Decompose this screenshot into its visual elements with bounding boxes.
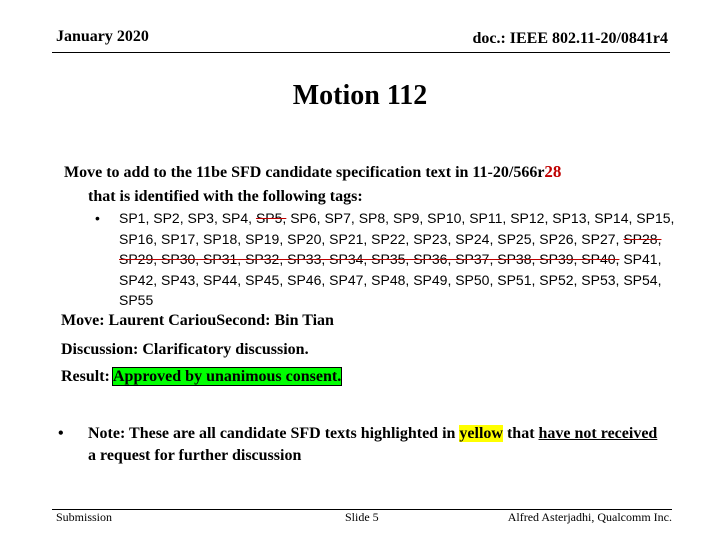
- sp-segment: SP6, SP7, SP8, SP9, SP10, SP11, SP12, SP13, SP14, SP15, SP16, SP17, SP18, SP19, SP20, SP21, SP22, SP23, SP24, SP25, SP26, SP27,: [119, 210, 675, 247]
- result-label: Result:: [61, 368, 113, 385]
- footer-author: Alfred Asterjadhi, Qualcomm Inc.: [507, 510, 672, 524]
- move-second-line: [61, 312, 334, 330]
- header-divider: [52, 52, 670, 53]
- note-seg: a request for further discussion: [88, 447, 302, 464]
- motion-line1: Move to add to the 11be SFD candidate specification text in 11-20/566r: [64, 164, 545, 181]
- seconder: Second: Bin Tian: [216, 312, 334, 329]
- footer-submission: Submission: [56, 510, 113, 524]
- note-body: [88, 423, 658, 467]
- note-text: [58, 423, 658, 467]
- header-doc-id: doc.: IEEE 802.11-20/0841r4: [472, 30, 668, 47]
- sp-segment-struck: SP28, SP29, SP30, SP31, SP32, SP33, SP34, SP35, SP36, SP37, SP38, SP39, SP40,: [119, 230, 662, 267]
- result-value: Approved by unanimous consent.: [113, 368, 342, 385]
- discussion-line: Discussion: Clarificatory discussion.: [61, 341, 309, 358]
- revision-number: 28: [544, 162, 562, 181]
- motion-line2: that is identified with the following tags:: [88, 188, 363, 205]
- note-seg: Note: These are all candidate SFD texts highlighted in: [88, 425, 460, 442]
- motion-text: [64, 160, 684, 209]
- motion-statement: [64, 160, 684, 209]
- mover: Move: Laurent Cariou: [61, 312, 217, 329]
- footer-slide-number: Slide 5: [345, 510, 379, 524]
- sp-segment: SP41, SP42, SP43, SP44, SP45, SP46, SP47, SP48, SP49, SP50, SP51, SP52, SP53, SP54, SP55: [119, 251, 662, 308]
- note-underlined: have not received: [538, 425, 658, 442]
- result-line: [61, 368, 341, 386]
- bullet-icon: •: [95, 210, 100, 226]
- bullet-icon: •: [58, 425, 64, 442]
- sp-segment: SP1, SP2, SP3, SP4,: [119, 210, 256, 226]
- note-yellow-word: yellow: [459, 425, 503, 442]
- sp-segment-struck: SP5,: [255, 210, 287, 226]
- sp-tag-list: [95, 208, 675, 311]
- slide-title: Motion 112: [292, 80, 428, 111]
- sp-tag-text: [119, 208, 675, 311]
- header-date: January 2020: [56, 28, 149, 45]
- note-seg: that: [502, 425, 539, 442]
